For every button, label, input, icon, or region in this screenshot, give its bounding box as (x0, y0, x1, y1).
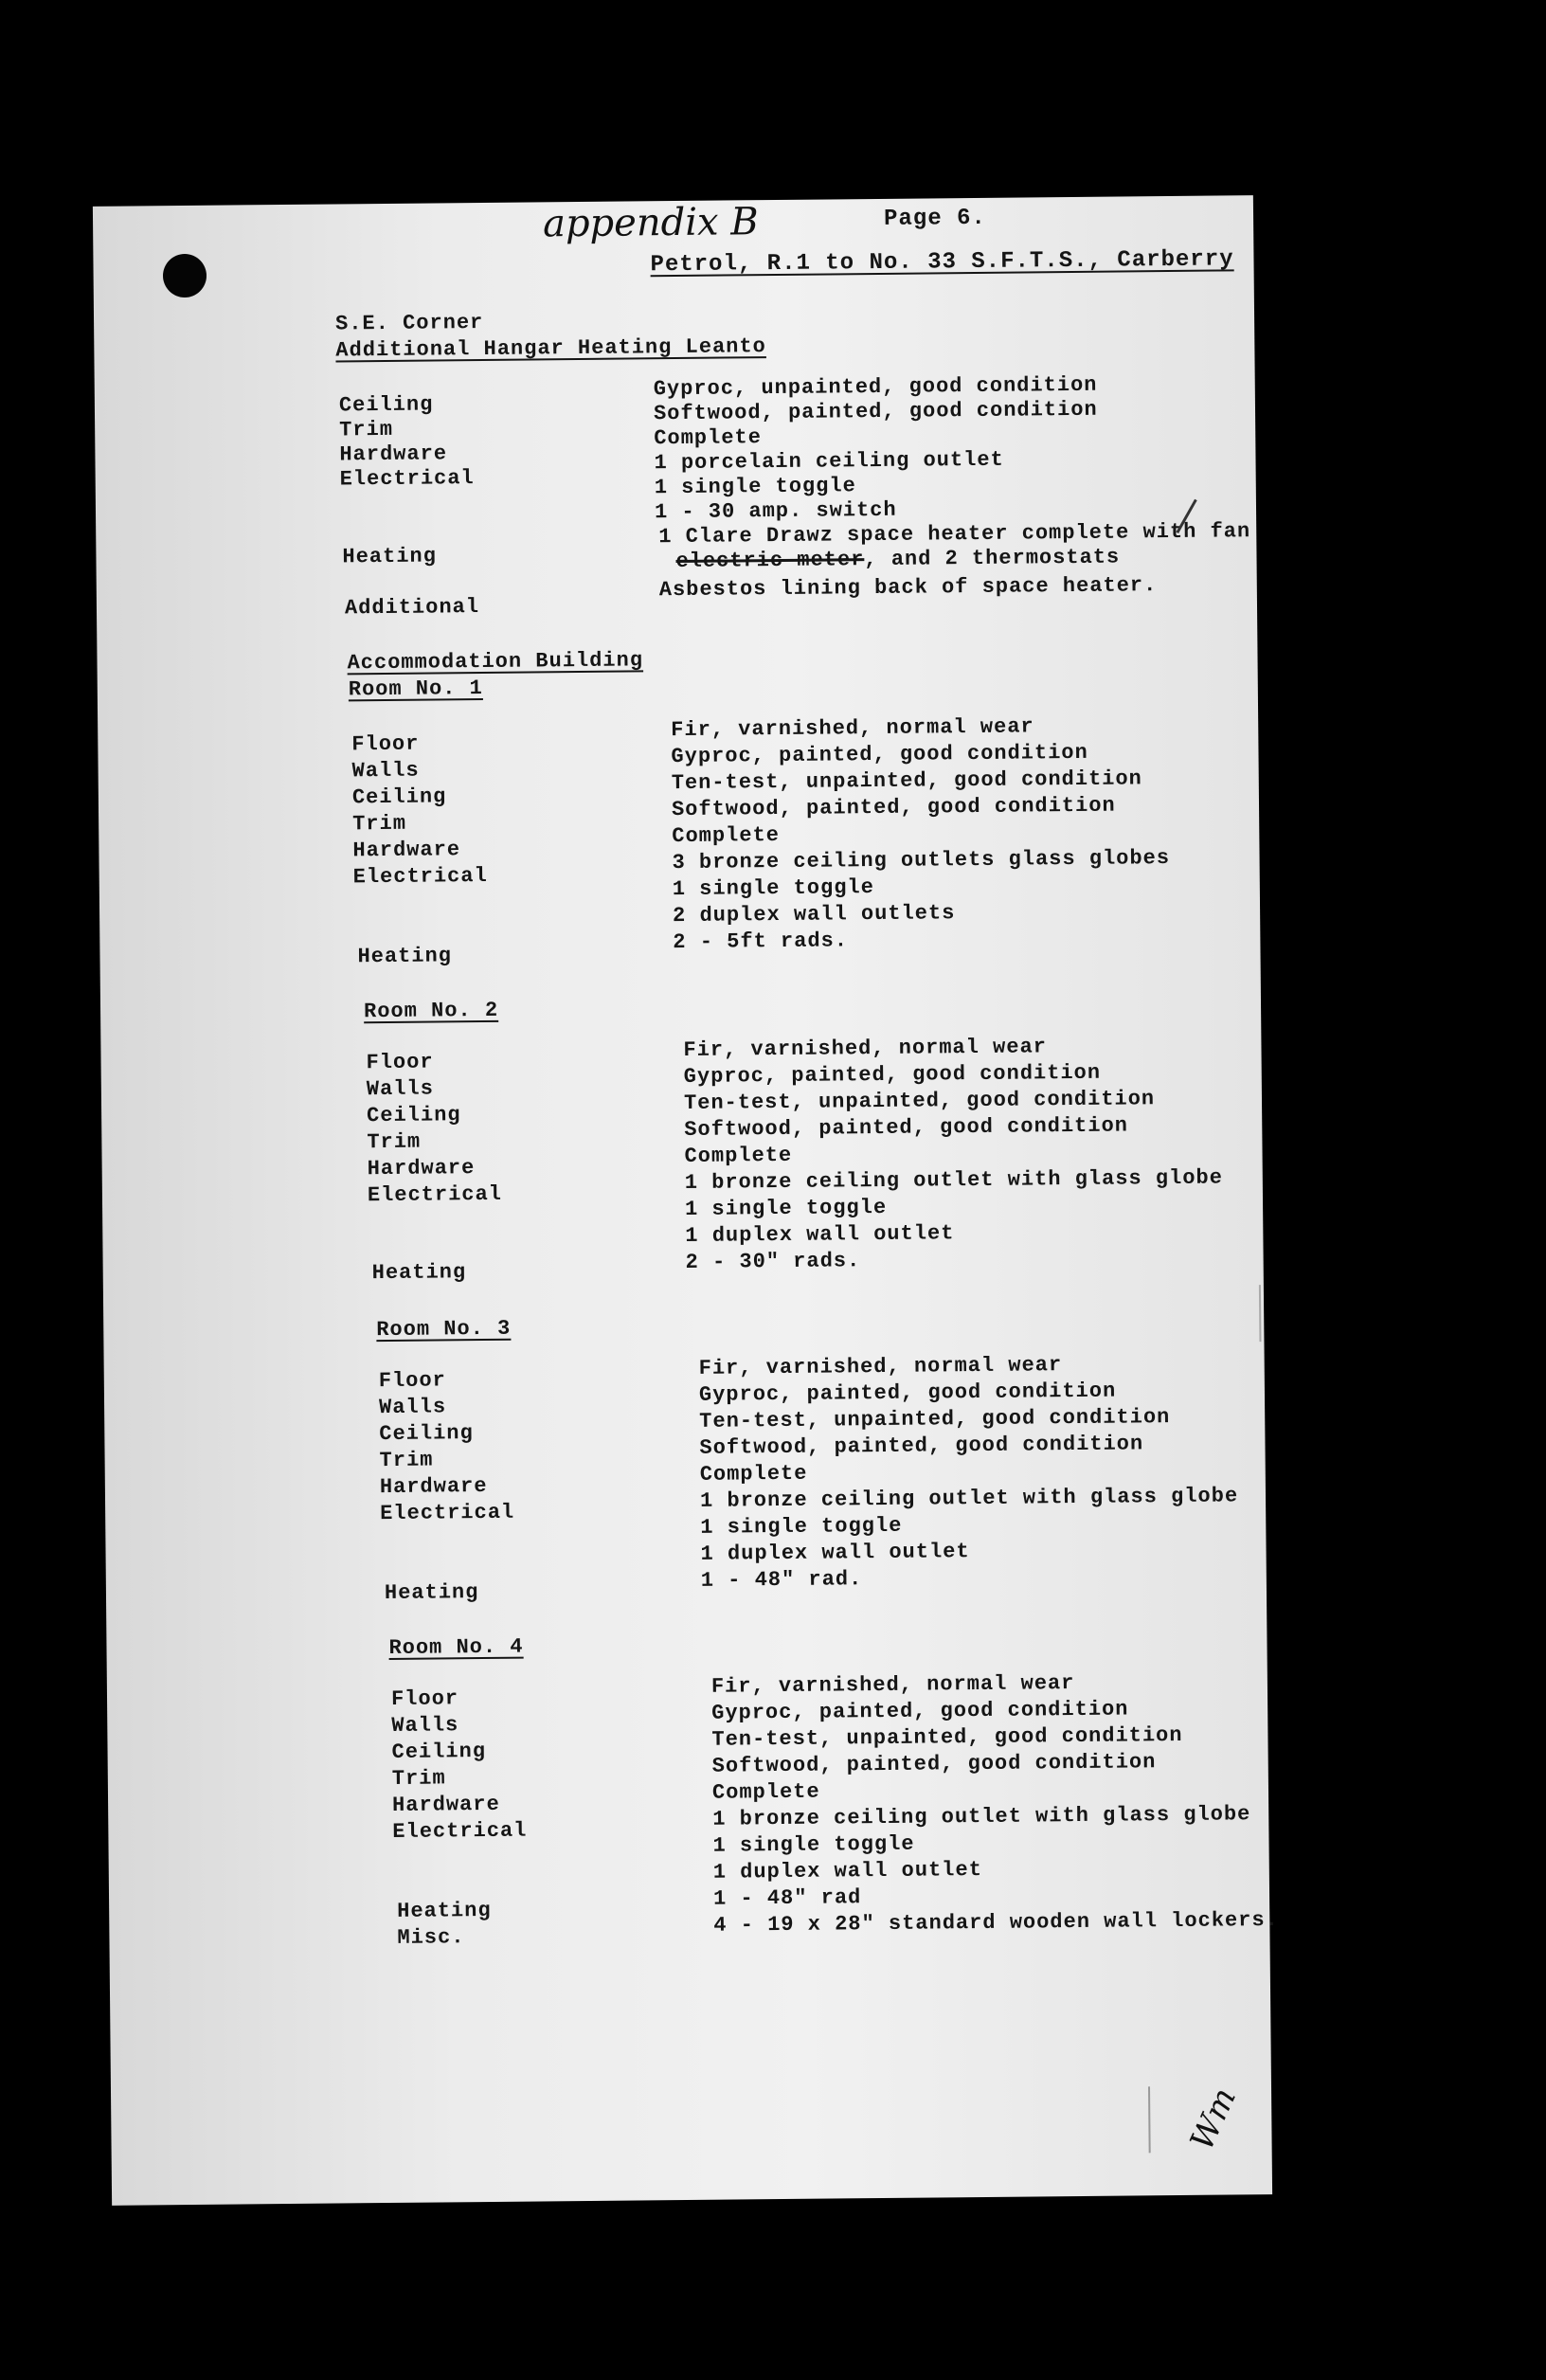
margin-mark (1148, 2086, 1151, 2153)
s1-value-hardware: Complete (654, 425, 763, 451)
room1-value-electrical-3: 2 duplex wall outlets (672, 901, 956, 929)
room1-value-floor: Fir, varnished, normal wear (671, 714, 1034, 743)
room2-label-electrical: Electrical (367, 1181, 503, 1208)
room2-value-electrical-2: 1 single toggle (684, 1195, 888, 1221)
punch-hole (163, 254, 207, 298)
room1-label-ceiling: Ceiling (351, 784, 447, 810)
room1-label-heating: Heating (357, 944, 453, 969)
room1-value-hardware: Complete (672, 822, 781, 849)
room3-label-floor: Floor (378, 1368, 446, 1394)
room1-value-electrical-1: 3 bronze ceiling outlets glass globes (672, 846, 1171, 875)
room3-value-electrical-1: 1 bronze ceiling outlet with glass globe (699, 1484, 1239, 1513)
room4-label-floor: Floor (390, 1686, 459, 1711)
building-title: Accommodation Building (347, 648, 644, 676)
room3-title: Room No. 3 (376, 1316, 512, 1343)
room1-label-electrical: Electrical (352, 863, 488, 890)
room4-value-electrical-3: 1 duplex wall outlet (712, 1857, 982, 1884)
room2-label-heating: Heating (371, 1260, 467, 1286)
room1-value-ceiling: Ten-test, unpainted, good condition (671, 766, 1142, 796)
s1-value-electrical-3: 1 - 30 amp. switch (654, 497, 897, 525)
room1-label-walls: Walls (351, 758, 420, 784)
header-line: Petrol, R.1 to No. 33 S.F.T.S., Carberry (650, 246, 1234, 279)
section1-title: Additional Hangar Heating Leanto (335, 334, 766, 363)
s1-value-ceiling: Gyproc, unpainted, good condition (653, 372, 1098, 402)
room2-label-trim: Trim (367, 1129, 422, 1155)
room2-value-electrical-3: 1 duplex wall outlet (685, 1221, 955, 1248)
room1-title: Room No. 1 (348, 676, 483, 702)
room3-label-trim: Trim (379, 1448, 434, 1473)
room2-value-electrical-1: 1 bronze ceiling outlet with glass globe (684, 1165, 1224, 1195)
s1-label-trim: Trim (339, 417, 394, 442)
room1-value-electrical-2: 1 single toggle (672, 875, 875, 902)
room4-label-misc: Misc. (397, 1925, 465, 1950)
room1-label-floor: Floor (351, 731, 420, 757)
room2-value-ceiling: Ten-test, unpainted, good condition (683, 1087, 1156, 1115)
room3-label-hardware: Hardware (379, 1473, 488, 1500)
room4-label-hardware: Hardware (391, 1792, 500, 1817)
room4-label-heating: Heating (397, 1898, 492, 1923)
room4-value-floor: Fir, varnished, normal wear (710, 1671, 1075, 1699)
s1-label-ceiling: Ceiling (338, 392, 434, 418)
room4-value-ceiling: Ten-test, unpainted, good condition (711, 1722, 1183, 1752)
room3-value-electrical-3: 1 duplex wall outlet (700, 1540, 970, 1566)
room1-value-heating: 2 - 5ft rads. (673, 929, 849, 955)
room4-label-trim: Trim (391, 1766, 446, 1791)
room4-label-electrical: Electrical (392, 1818, 528, 1844)
room3-value-heating: 1 - 48" rad. (700, 1567, 863, 1593)
room4-value-electrical-2: 1 single toggle (712, 1831, 915, 1858)
room2-value-walls: Gyproc, painted, good condition (683, 1060, 1102, 1089)
document-page (93, 195, 1279, 2206)
after-strike-text: , and 2 thermostats (864, 545, 1121, 572)
room2-label-ceiling: Ceiling (367, 1103, 461, 1128)
room2-value-trim: Softwood, painted, good condition (684, 1113, 1129, 1142)
room4-label-ceiling: Ceiling (391, 1740, 487, 1764)
s1-label-hardware: Hardware (339, 442, 448, 467)
room3-value-hardware: Complete (699, 1461, 808, 1487)
room1-value-trim: Softwood, painted, good condition (671, 793, 1116, 822)
struck-text: electric meter (675, 548, 865, 574)
room2-value-heating: 2 - 30" rads. (685, 1249, 861, 1274)
s1-value-additional: Asbestos lining back of space heater. (658, 573, 1158, 603)
s1-value-electrical-1: 1 porcelain ceiling outlet (654, 447, 1004, 476)
room4-value-hardware: Complete (711, 1779, 820, 1805)
handwritten-initials: Wm (1182, 2082, 1245, 2156)
s1-label-heating: Heating (342, 544, 438, 569)
room3-value-electrical-2: 1 single toggle (700, 1513, 903, 1540)
room1-label-hardware: Hardware (352, 838, 461, 863)
room4-value-misc: 4 - 19 x 28" standard wooden wall lockers. (713, 1907, 1279, 1938)
s1-label-electrical: Electrical (339, 466, 475, 492)
room3-label-ceiling: Ceiling (379, 1421, 474, 1447)
room1-label-trim: Trim (352, 811, 407, 837)
room3-label-electrical: Electrical (380, 1500, 515, 1526)
room2-value-floor: Fir, varnished, normal wear (683, 1035, 1048, 1062)
room4-value-walls: Gyproc, painted, good condition (711, 1697, 1129, 1725)
s1-value-heating-2 (675, 546, 1120, 573)
room4-title: Room No. 4 (388, 1634, 524, 1660)
room4-label-walls: Walls (391, 1713, 459, 1738)
room4-value-trim: Softwood, painted, good condition (711, 1750, 1157, 1778)
margin-mark (1259, 1285, 1262, 1342)
room3-value-floor: Fir, varnished, normal wear (698, 1353, 1063, 1380)
room2-title: Room No. 2 (363, 998, 499, 1024)
room2-label-walls: Walls (366, 1076, 434, 1102)
s1-value-trim: Softwood, painted, good condition (653, 397, 1098, 426)
room4-value-heating: 1 - 48" rad (712, 1885, 862, 1911)
section1-location: S.E. Corner (334, 310, 484, 336)
s1-label-additional: Additional (344, 595, 480, 621)
room4-value-electrical-1: 1 bronze ceiling outlet with glass globe (712, 1802, 1251, 1831)
room2-label-floor: Floor (366, 1050, 434, 1075)
room2-label-hardware: Hardware (367, 1156, 476, 1181)
room1-value-walls: Gyproc, painted, good condition (671, 740, 1088, 769)
handwritten-title: appendix B (542, 200, 759, 246)
room2-value-hardware: Complete (684, 1143, 793, 1168)
room3-value-trim: Softwood, painted, good condition (699, 1432, 1144, 1460)
room3-label-walls: Walls (378, 1395, 447, 1420)
room3-value-ceiling: Ten-test, unpainted, good condition (699, 1405, 1171, 1433)
page-label: Page 6. (883, 205, 987, 232)
s1-value-heating-1: 1 Clare Drawz space heater complete with fan (658, 519, 1251, 550)
s1-value-electrical-2: 1 single toggle (654, 474, 856, 500)
room3-label-heating: Heating (384, 1580, 479, 1606)
room3-value-walls: Gyproc, painted, good condition (698, 1379, 1117, 1407)
